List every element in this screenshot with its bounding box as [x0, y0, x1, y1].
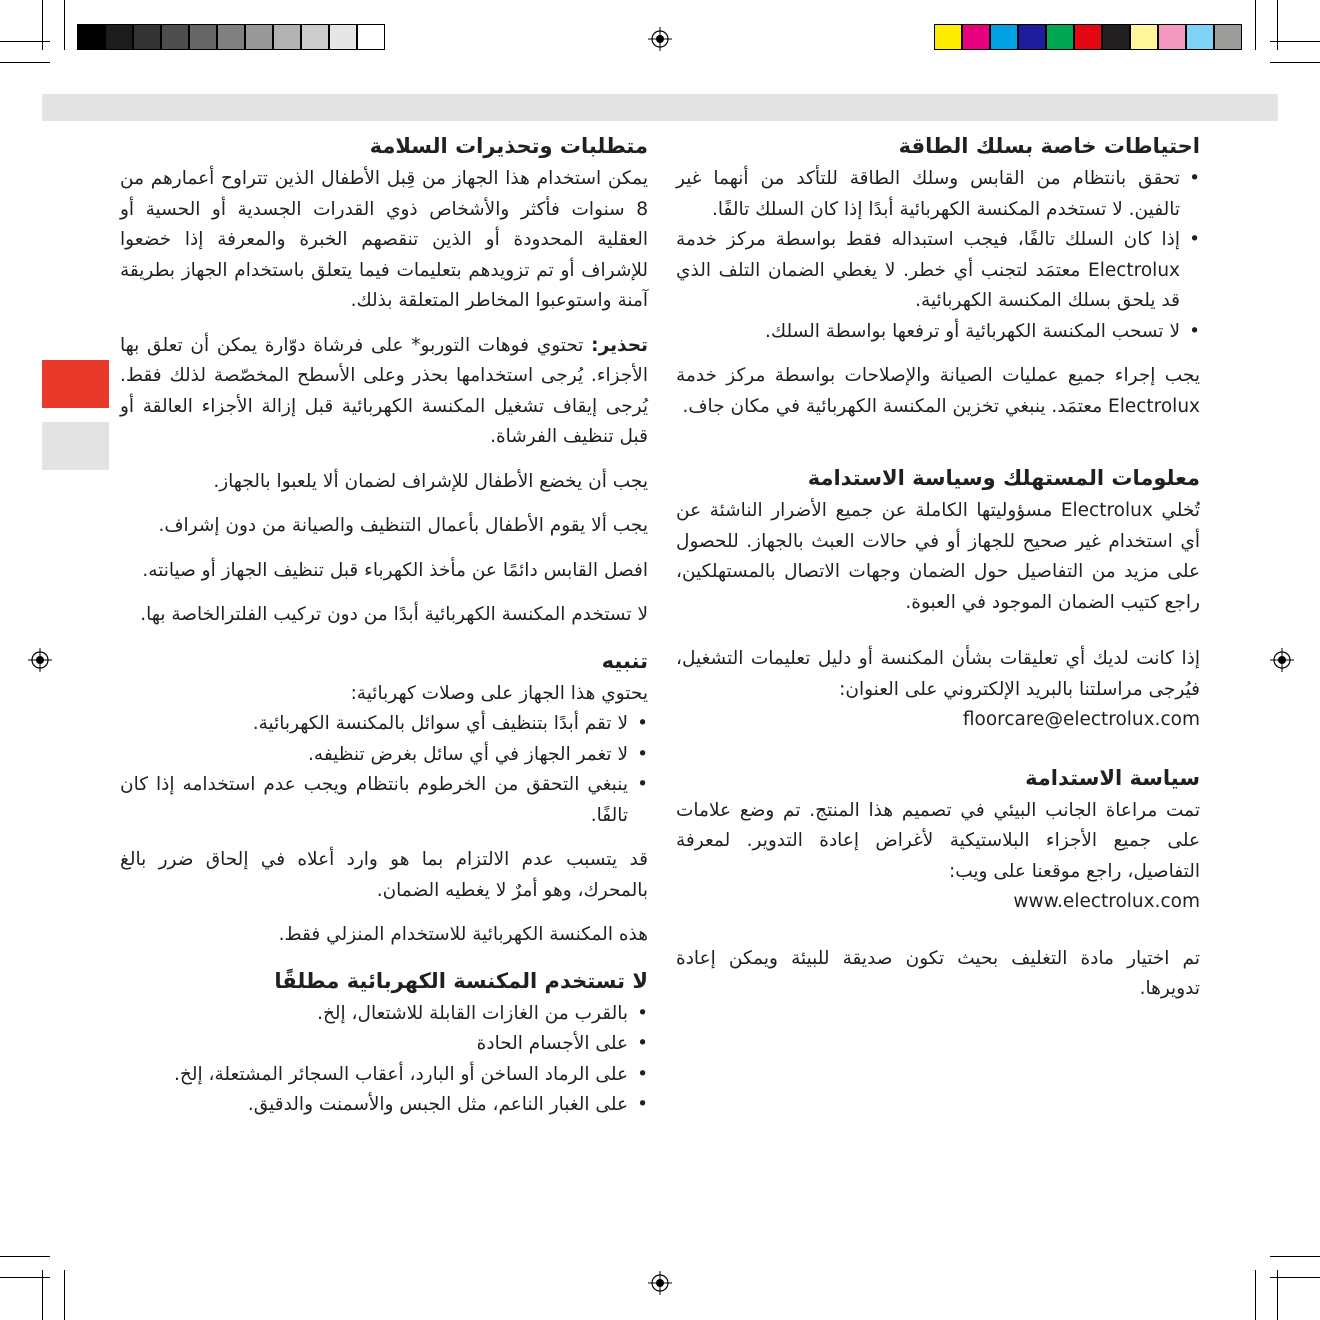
- sustainability-section: [676, 762, 1200, 1005]
- crop-mark: [0, 62, 50, 63]
- paragraph: يجب ألا يقوم الأطفال بأعمال التنظيف والصيانة من دون إشراف.: [158, 515, 648, 536]
- bullet-list: [676, 164, 1200, 347]
- paragraph: يجب إجراء جميع عمليات الصيانة والإصلاحات بواسطة مركز خدمة Electrolux معتمَد. ينبغي تخزين المكنسة الكهربائية في مكان جاف.: [676, 365, 1200, 417]
- color-swatch: [990, 24, 1018, 50]
- gray-swatch: [245, 24, 273, 50]
- consumer-info-section: [676, 462, 1200, 736]
- list-item: • بالقرب من الغازات القابلة للاشتعال، إلخ.: [120, 999, 628, 1030]
- crop-mark: [42, 0, 43, 50]
- registration-mark-icon: [648, 1271, 672, 1295]
- list-item: • لا تقم أبدًا بتنظيف أي سوائل بالمكنسة الكهربائية.: [120, 709, 628, 740]
- gray-swatch: [273, 24, 301, 50]
- color-swatch: [1102, 24, 1130, 50]
- registration-mark-icon: [28, 648, 52, 672]
- crop-mark: [1277, 0, 1278, 50]
- list-item: • تحقق بانتظام من القابس وسلك الطاقة للتأكد من أنهما غير تالفين. لا تستخدم المكنسة الكهربائية أبدًا إذا كان السلك تالفًا.: [676, 164, 1180, 225]
- paragraph: يمكن استخدام هذا الجهاز من قِبل الأطفال الذين تتراوح أعمارهم من 8 سنوات فأكثر والأشخاص ذوي القدرات الجسدية أو الحسية أو العقلية المحدودة أو الذين تنقصهم الخبرة والمعرفة إذا خضعوا للإشراف أو تم تزويدهم بتعليمات فيما يتعلق باستخدام الجهاز بطريقة آمنة واستوعبوا المخاطر المتعلقة بذلك.: [120, 168, 648, 311]
- caution-section: [120, 645, 648, 951]
- gray-swatch: [161, 24, 189, 50]
- crop-mark: [1277, 1270, 1278, 1320]
- paragraph: يحتوي هذا الجهاز على وصلات كهربائية:: [350, 682, 648, 704]
- list-item: • على الرماد الساخن أو البارد، أعقاب السجائر المشتعلة، إلخ.: [120, 1060, 628, 1091]
- never-use-section: [120, 965, 648, 1121]
- warning-text: تحتوي فوهات التوربو* على فرشاة دوّارة يمكن أن تعلق بها الأجزاء. يُرجى استخدامها بحذر وعلى الأسطح المخصّصة لذلك فقط. يُرجى إيقاف تشغيل المكنسة الكهربائية قبل إزالة الأجزاء العالقة أو قبل تنظيف الفرشاة.: [120, 334, 648, 447]
- paragraph: إذا كانت لديك أي تعليقات بشأن المكنسة أو دليل تعليمات التشغيل، فيُرجى مراسلتنا بالبريد الإلكتروني على العنوان:: [676, 648, 1200, 700]
- section-heading: احتياطات خاصة بسلك الطاقة: [898, 134, 1200, 158]
- list-item: • لا تسحب المكنسة الكهربائية أو ترفعها بواسطة السلك.: [676, 317, 1180, 348]
- website-link[interactable]: www.electrolux.com: [1013, 891, 1200, 912]
- color-swatch: [1214, 24, 1242, 50]
- paragraph: تمت مراعاة الجانب البيئي في تصميم هذا المنتج. تم وضع علامات على جميع الأجزاء البلاستيكية لأغراض إعادة التدوير. لمعرفة التفاصيل، راجع موقعنا على ويب:: [676, 799, 1200, 882]
- gray-swatch: [189, 24, 217, 50]
- power-cord-section: [676, 130, 1200, 422]
- color-swatch: [1074, 24, 1102, 50]
- color-swatch: [1130, 24, 1158, 50]
- gray-swatch: [133, 24, 161, 50]
- color-swatch: [1046, 24, 1074, 50]
- contact-email-link[interactable]: floorcare@electrolux.com: [962, 709, 1200, 730]
- color-swatch: [1158, 24, 1186, 50]
- crop-mark: [1270, 62, 1320, 63]
- registration-mark-icon: [1270, 648, 1294, 672]
- list-item: • ينبغي التحقق من الخرطوم بانتظام ويجب عدم استخدامه إذا كان تالفًا.: [120, 770, 628, 831]
- section-heading: معلومات المستهلك وسياسة الاستدامة: [807, 466, 1200, 490]
- language-tab: [42, 422, 109, 470]
- header-band: [42, 94, 1278, 121]
- language-tab-active: [42, 360, 109, 408]
- section-heading: تنبيه: [601, 648, 648, 673]
- crop-mark: [1255, 0, 1256, 50]
- crop-mark: [64, 0, 65, 50]
- registration-mark-icon: [648, 27, 672, 51]
- gray-swatch: [357, 24, 385, 50]
- list-item: • إذا كان السلك تالفًا، فيجب استبداله فقط بواسطة مركز خدمة Electrolux معتمَد لتجنب أي خطر. لا يغطي الضمان التلف الذي قد يلحق بسلك المكنسة الكهربائية.: [676, 225, 1180, 317]
- crop-mark: [0, 1256, 50, 1257]
- crop-mark: [42, 1270, 43, 1320]
- warning-label: تحذير:: [591, 334, 648, 356]
- crop-mark: [64, 1270, 65, 1320]
- color-swatch: [962, 24, 990, 50]
- paragraph: هذه المكنسة الكهربائية للاستخدام المنزلي فقط.: [278, 924, 648, 945]
- gray-swatch: [105, 24, 133, 50]
- color-swatch: [1018, 24, 1046, 50]
- bullet-list: [120, 999, 648, 1121]
- left-column: [120, 130, 648, 1135]
- list-item: • لا تغمر الجهاز في أي سائل بغرض تنظيفه.: [120, 740, 628, 771]
- list-item: • على الغبار الناعم، مثل الجبس والأسمنت والدقيق.: [120, 1090, 628, 1121]
- list-item: • على الأجسام الحادة: [120, 1029, 628, 1060]
- paragraph: لا تستخدم المكنسة الكهربائية أبدًا من دون تركيب الفلترالخاصة بها.: [140, 604, 648, 625]
- warning-paragraph: [120, 331, 648, 453]
- section-heading: سياسة الاستدامة: [1025, 765, 1200, 790]
- crop-mark: [1270, 1256, 1320, 1257]
- section-heading: لا تستخدم المكنسة الكهربائية مطلقًا: [274, 968, 648, 993]
- section-heading: متطلبات وتحذيرات السلامة: [369, 134, 648, 158]
- color-swatch: [934, 24, 962, 50]
- paragraph: تم اختيار مادة التغليف بحيث تكون صديقة للبيئة ويمكن إعادة تدويرها.: [676, 947, 1200, 999]
- gray-swatch: [77, 24, 105, 50]
- color-swatch: [1186, 24, 1214, 50]
- paragraph: قد يتسبب عدم الالتزام بما هو وارد أعلاه في إلحاق ضرر بالغ بالمحرك، وهو أمرٌ لا يغطيه الضمان.: [120, 849, 648, 901]
- gray-swatch: [217, 24, 245, 50]
- right-column: [676, 130, 1200, 1019]
- paragraph: افصل القابس دائمًا عن مأخذ الكهرباء قبل تنظيف الجهاز أو صيانته.: [142, 559, 648, 581]
- crop-mark: [1255, 1270, 1256, 1320]
- paragraph: تُخلي Electrolux مسؤوليتها الكاملة عن جميع الأضرار الناشئة عن أي استخدام غير صحيح للجهاز أو في حالات العبث بالجهاز. للحصول على مزيد من التفاصيل حول الضمان وجهات الاتصال بالمستهلكين، راجع كتيب الضمان الموجود في العبوة.: [676, 500, 1200, 613]
- gray-swatch: [329, 24, 357, 50]
- safety-section: [120, 130, 648, 631]
- paragraph: يجب أن يخضع الأطفال للإشراف لضمان ألا يلعبوا بالجهاز.: [213, 470, 648, 492]
- bullet-list: [120, 709, 648, 831]
- gray-swatch: [301, 24, 329, 50]
